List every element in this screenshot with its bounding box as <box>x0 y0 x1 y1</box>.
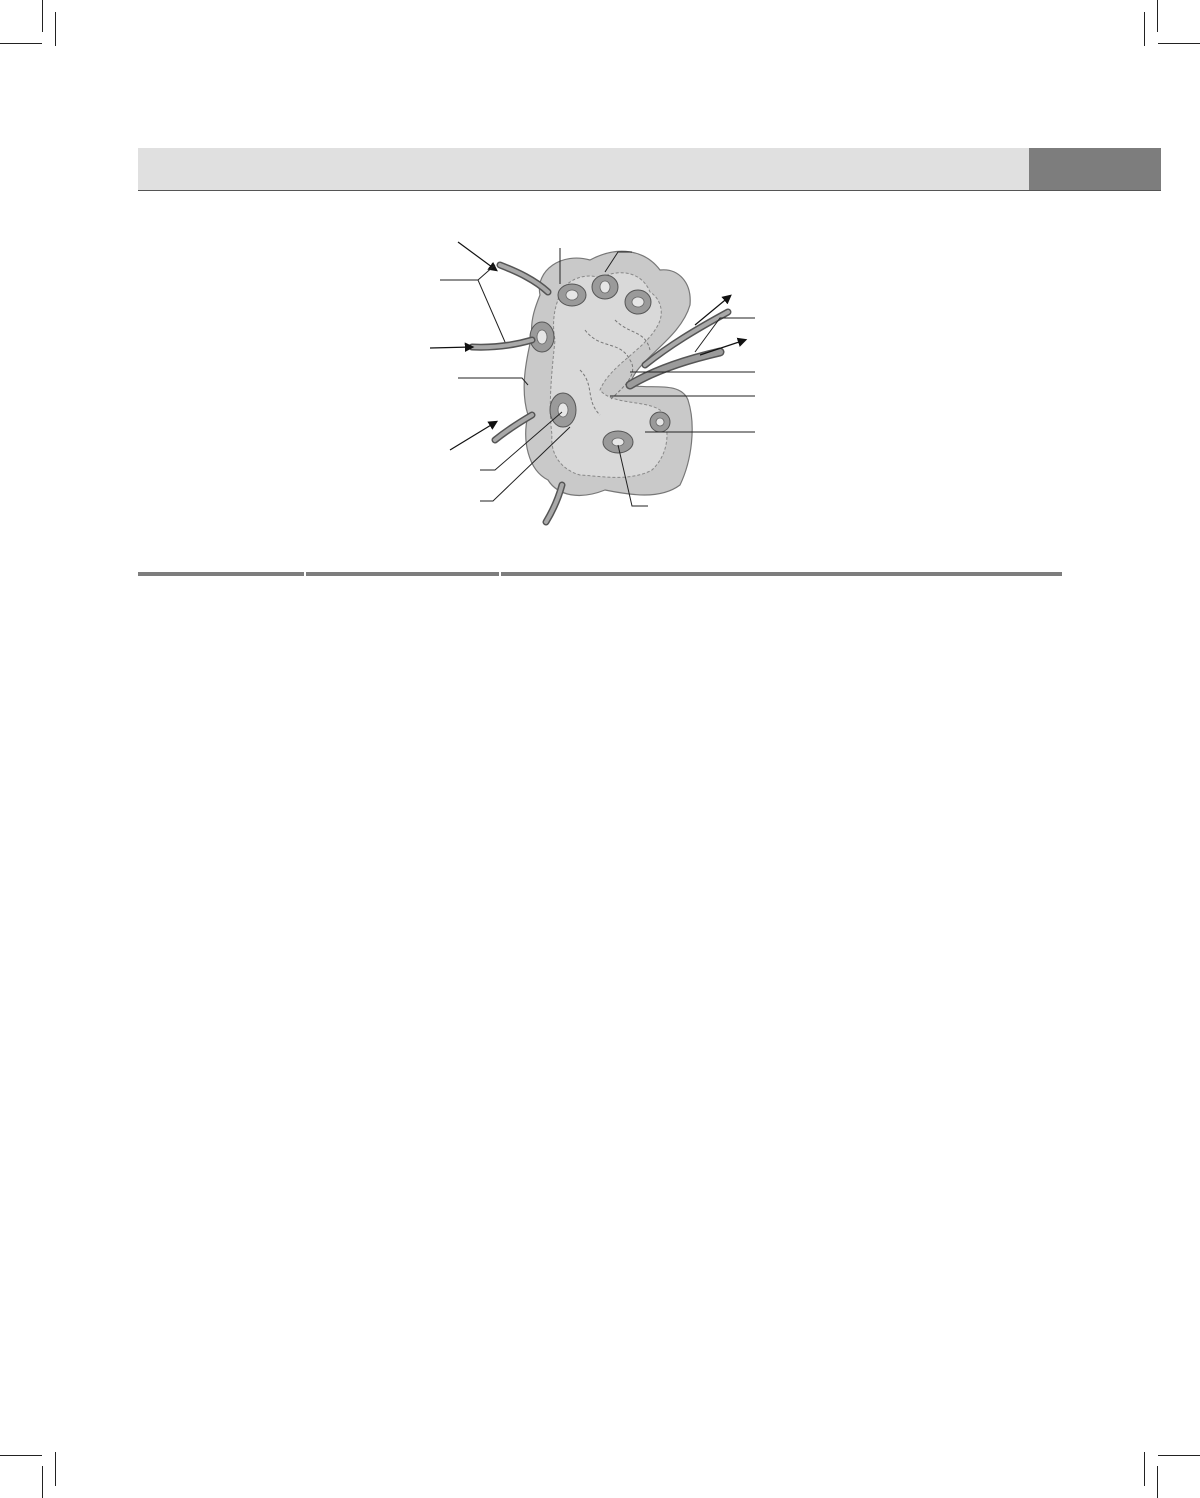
column-header-features <box>501 572 1062 576</box>
lymph-node-diagram <box>300 200 900 540</box>
running-header <box>138 148 1161 191</box>
column-header-region <box>138 572 306 576</box>
regions-table <box>138 569 1062 579</box>
table-header-row <box>138 572 1062 576</box>
node-body <box>430 242 745 522</box>
page-number <box>1029 148 1161 190</box>
column-header-cells <box>306 572 501 576</box>
main-content <box>138 548 1062 603</box>
